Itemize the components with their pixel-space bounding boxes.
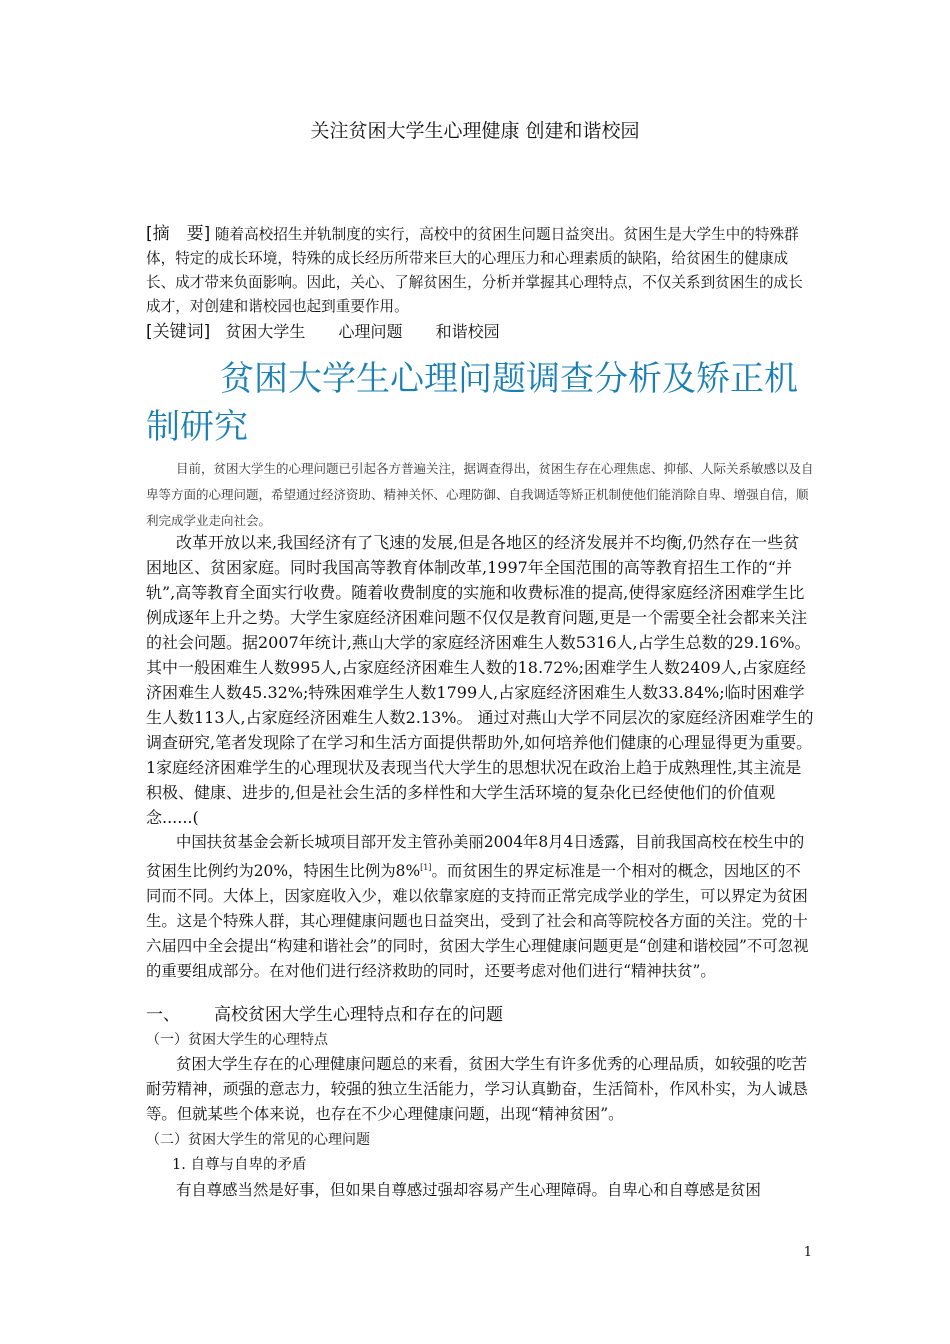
subsection-2-heading: （二）贫困大学生的常见的心理问题 <box>146 1132 370 1148</box>
para2-text-b: 。而贫困生的界定标准是一个相对的概念，因地区的不同而不同。大体上，因家庭收入少，难以依靠家庭的支持而正常完成学业的学生，可以界定为贫困生。这是个特殊人群，其心理健康问题也日益突出，受到了社会和高等院校各方面的关注。党的十六届四中全会提出“构建和谐社会”的同时，贫困大学生心理健康问题更是“创建和谐校园”不可忽视的重要组成部分。在对他们进行经济救助的同时，还要考虑对他们进行“精神扶贫”。 <box>146 862 809 981</box>
body-paragraph-4: 有自尊感当然是好事，但如果自尊感过强却容易产生心理障碍。自卑心和自尊感是贫困 <box>176 1181 761 1199</box>
citation-ref[interactable]: [1] <box>420 863 432 872</box>
section-1-heading <box>146 1003 814 1027</box>
keywords <box>146 319 814 345</box>
keywords-label: [关键词] <box>146 322 211 342</box>
summary-paragraph: 目前，贫困大学生的心理问题已引起各方普遍关注，据调查得出，贫困生存在心理焦虑、抑郁、人际关系敏感以及自卑等方面的心理问题，希望通过经济资助、精神关怀、心理防御、自我调适等矫正机制使他们能消除自卑、增强自信，顺利完成学业走向社会。 <box>146 461 814 528</box>
keyword-1: 贫困大学生 <box>225 322 306 341</box>
section-1-title: 高校贫困大学生心理特点和存在的问题 <box>214 1005 503 1025</box>
section-heading <box>146 355 814 451</box>
heading-text: 贫困大学生心理问题调查分析及矫正机制研究 <box>146 359 798 447</box>
keyword-3: 和谐校园 <box>435 322 500 341</box>
page-number: 1 <box>803 1245 812 1260</box>
abstract-label: [摘 要] <box>146 224 211 244</box>
body-paragraph-3: 贫困大学生存在的心理健康问题总的来看，贫困大学生有许多优秀的心理品质，如较强的吃苦耐劳精神，顽强的意志力，较强的独立生活能力，学习认真勤奋，生活简朴，作风朴实，为人诚恳等。但就某些个体来说，也存在不少心理健康问题，出现“精神贫困”。 <box>146 1055 808 1123</box>
abstract <box>146 222 814 319</box>
list-item-heading: 1. 自尊与自卑的矛盾 <box>172 1157 307 1173</box>
subsection-1-heading: （一）贫困大学生的心理特点 <box>146 1032 328 1048</box>
body-paragraph-2 <box>146 830 814 984</box>
document-title: 关注贫困大学生心理健康 创建和谐校园 <box>310 120 640 142</box>
keyword-2: 心理问题 <box>338 322 403 341</box>
section-1-number: 一、 <box>146 1005 180 1025</box>
body-paragraph-1: 改革开放以来,我国经济有了飞速的发展,但是各地区的经济发展并不均衡,仍然存在一些贫困地区、贫困家庭。同时我国高等教育体制改革,1997年全国范围的高等教育招生工作的“并轨”,高等教育全面实行收费。随着收费制度的实施和收费标准的提高,使得家庭经济困难学生比例成逐年上升之势。大学生家庭经济困难问题不仅仅是教育问题,更是一个需要全社会都来关注的社会问题。据2007年统计,燕山大学的家庭经济困难生人数5316人,占学生总数的29.16%。其中一般困难生人数995人,占家庭经济困难生人数的18.72%;困难学生人数2409人,占家庭经济困难生人数45.32%;特殊困难学生人数1799人,占家庭经济困难生人数33.84%;临时困难学生人数113人,占家庭经济困难生人数2.13%。 通过对燕山大学不同层次的家庭经济困难学生的调查研究,笔者发现除了在学习和生活方面提供帮助外,如何培养他们健康的心理显得更为重要。1家庭经济困难学生的心理现状及表现当代大学生的思想状况在政治上趋于成熟理性,其主流是积极、健康、进步的,但是社会生活的多样性和大学生活环境的复杂化已经使他们的价值观念......( <box>146 533 814 827</box>
para2-text-a: 中国扶贫基金会新长城项目部开发主管孙美丽2004年8月4日透露，目前我国高校在校生中的贫困生比例约为20%，特困生比例为8% <box>146 833 805 881</box>
abstract-text: 随着高校招生并轨制度的实行，高校中的贫困生问题日益突出。贫困生是大学生中的特殊群体，特定的成长环境，特殊的成长经历所带来巨大的心理压力和心理素质的缺陷，给贫困生的健康成长、成才带来负面影响。因此，关心、了解贫困生，分析并掌握其心理特点，不仅关系到贫困生的成长成才，对创建和谐校园也起到重要作用。 <box>146 226 803 315</box>
